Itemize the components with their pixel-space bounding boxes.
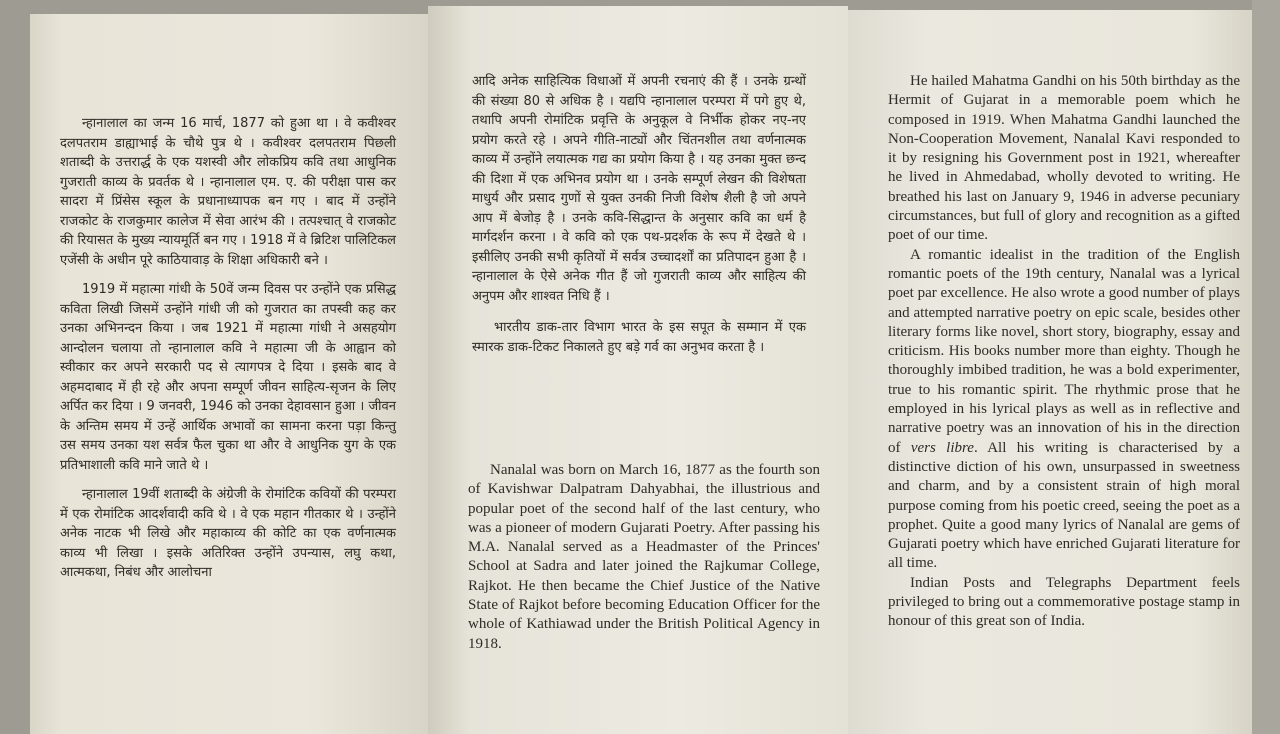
middle-page [428, 6, 848, 734]
left-page-hindi-text [60, 114, 396, 583]
hindi-paragraph: 1919 में महात्मा गांधी के 50वें जन्म दिवस पर उन्होंने एक प्रसिद्ध कविता लिखी जिसमें उन्होंने गांधी जी को गुजरात का तपस्वी कह कर उनका अभिनन्दन किया । जब 1921 में महात्मा गांधी ने असहयोग आन्दोलन चलाया तो न्हानालाल कवि ने महात्मा जी के आह्वान को स्वीकार कर अपने सरकारी पद से त्यागपत्र दे दिया । इसके बाद वे अहमदाबाद में ही रहे और अपना सम्पूर्ण जीवन साहित्य-सृजन के लिए अर्पित कर दिया । 9 जनवरी, 1946 को उनका देहावसान हुआ । जीवन के अन्तिम समय में उन्हें आर्थिक अभावों का सामना करना पड़ा किन्तु उस समय उनका यश सर्वत्र फैल चुका था और वे आधुनिक युग के एक प्रतिभाशाली कवि माने जाते थे । [60, 282, 396, 473]
middle-page-english-text [468, 461, 820, 654]
english-paragraph: Nanalal was born on March 16, 1877 as the fourth son of Kavishwar Dalpatram Dahyabhai, the illustrious and popular poet of the second half of the last century, who was a pioneer of modern Gujarati Poetry. After passing his M.A. Nanalal served as a Headmaster of the Princes' School at Sadra and later joined the Rajkumar College, Rajkot. He then became the Chief Justice of the Native State of Rajkot before becoming Education Officer for the whole of Kathiawad under the British Political Agency in 1918. [468, 462, 820, 652]
hindi-paragraph: भारतीय डाक-तार विभाग भारत के इस सपूत के सम्मान में एक स्मारक डाक-टिकट निकालते हुए बड़े गर्व का अनुभव करता है । [472, 320, 806, 355]
paragraph-text: A romantic idealist in the tradition of the English romantic poets of the 19th century, Nanalal was a lyrical poet par excellence. He also wrote a good number of plays and attempted narrative poetry on epic scale, besides other literary forms like novel, short story, biography, essay and criticism. His books number more than eighty. Though he thoroughly imbibed tradition, he was a bold experimenter, true to his romantic spirit. The rhythmic prose that he employed in his lyrical plays as well as in reflective and narrative poetry was an innovation of his in the direction of [888, 246, 1240, 456]
right-page [848, 10, 1252, 734]
right-page-english-text [888, 72, 1240, 632]
hindi-paragraph: न्हानालाल का जन्म 16 मार्च, 1877 को हुआ था । वे कवीश्वर दलपतराम डाह्याभाई के चौथे पुत्र थे । कवीश्वर दलपतराम पिछली शताब्दी के उत्तरार्द्ध के एक यशस्वी और लोकप्रिय कवि तथा आधुनिक गुजराती काव्य के प्रवर्तक थे । न्हानालाल एम. ए. की परीक्षा पास कर सादरा में प्रिंसेस स्कूल के प्रधानाध्यापक बन गए । बाद में उन्होंने राजकोट के राजकुमार कालेज में सेवा आरंभ की । तत्पश्चात् वे राजकोट की रियासत के मुख्य न्यायमूर्ति बन गए । 1918 में वे ब्रिटिश पालिटिकल एजेंसी के अधीन पूरे काठियावाड़ के शिक्षा अधिकारी बने । [60, 116, 396, 268]
background-edge [1252, 0, 1280, 734]
hindi-paragraph: न्हानालाल 19वीं शताब्दी के अंग्रेजी के रोमांटिक कवियों की परम्परा में एक रोमांटिक आदर्शवादी कवि थे । वे एक महान गीतकार थे । उन्होंने अनेक नाटक भी लिखे और महाकाव्य की कोटि का एक वर्णनात्मक काव्य भी लिखा । इसके अतिरिक्त उन्होंने उपन्यास, लघु कथा, आत्मकथा, निबंध और आलोचना [60, 487, 396, 580]
italic-term: vers libre [910, 439, 974, 456]
paragraph-text: . All his writing is characterised by a distinctive diction of his own, unsurpassed in sweetness and charm, and by a consistent strain of high moral purpose coming from his poetic creed, seeing the poet as a prophet. Quite a good many lyrics of Nanalal are gems of Gujarati poetry which have enriched Gujarati literature for all time. [888, 439, 1241, 572]
english-paragraph: Indian Posts and Telegraphs Department feels privileged to bring out a commemorative postage stamp in honour of this great son of India. [888, 574, 1240, 630]
middle-page-hindi-text [472, 72, 806, 357]
left-page [30, 14, 428, 734]
hindi-paragraph: आदि अनेक साहित्यिक विधाओं में अपनी रचनाएं की हैं । उनके ग्रन्थों की संख्या 80 से अधिक है । यद्यपि न्हानालाल परम्परा में पगे हुए थे, तथापि अपनी रोमांटिक प्रवृत्ति के अनुकूल वे निर्भीक होकर नए-नए प्रयोग करते रहे । अपने गीति-नाट्यों और चिंतनशील तथा वर्णनात्मक काव्य में उन्होंने लयात्मक गद्य का प्रयोग किया है । यह उनका मुक्त छन्द की दिशा में एक अभिनव प्रयोग था । उनके सम्पूर्ण लेखन की विशेषता माधुर्य और प्रसाद गुणों से युक्त उनकी निजी विशेष शैली है जो अपने आप में बेजोड़ है । उनके कवि-सिद्धान्त के अनुसार कवि का धर्म है मार्गदर्शन करना । वे कवि को एक पथ-प्रदर्शक के रूप में देखते थे । इसीलिए उनकी सभी कृतियों में सर्वत्र उच्चादर्शों का प्रतिपादन हुआ है । न्हानालाल के ऐसे अनेक गीत हैं जो गुजराती काव्य और साहित्य की अनुपम और शाश्वत निधि हैं । [472, 74, 807, 304]
english-paragraph [888, 246, 1240, 574]
english-paragraph: He hailed Mahatma Gandhi on his 50th birthday as the Hermit of Gujarat in a memorable poem which he composed in 1919. When Mahatma Gandhi launched the Non-Cooperation Movement, Nanalal Kavi responded to it by resigning his Government post in 1921, whereafter he lived in Ahmedabad, wholly devoted to writing. He breathed his last on January 9, 1946 in adverse pecuniary circumstances, but full of glory and recognition as a gifted poet of our time. [888, 73, 1240, 244]
